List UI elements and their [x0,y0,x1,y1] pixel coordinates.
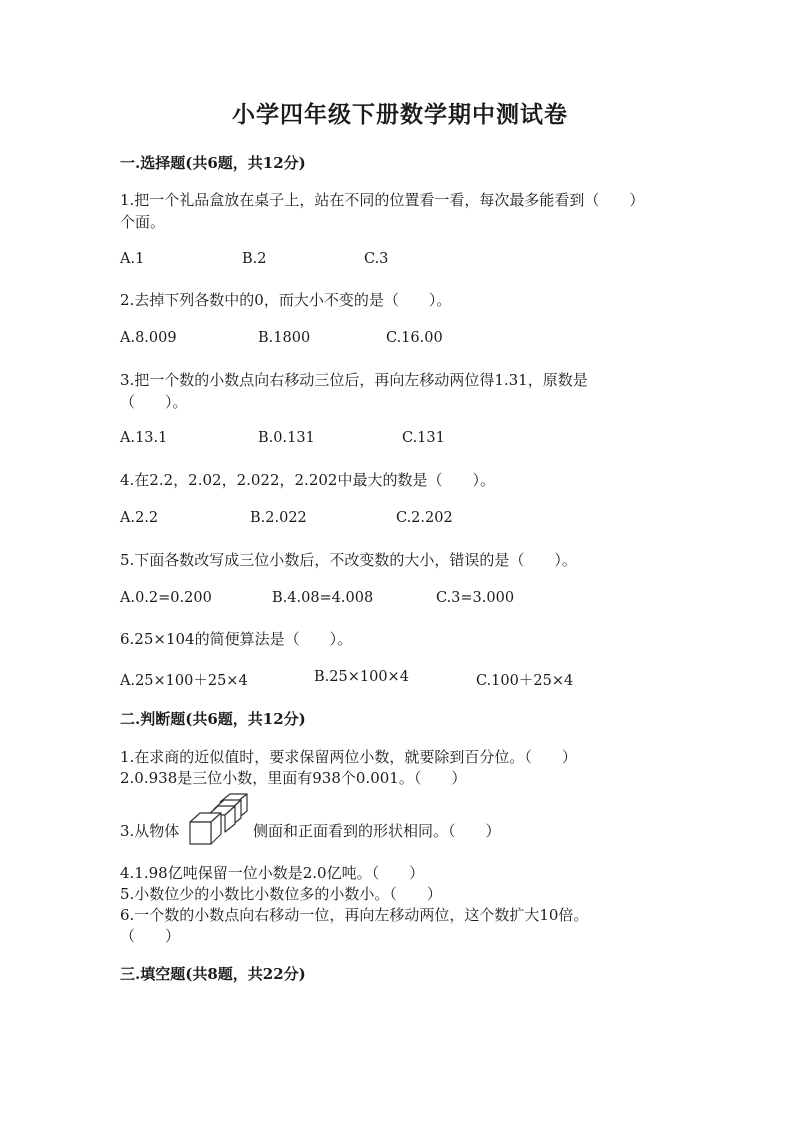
question-3-line-2: （ ）。 [120,393,188,411]
question-5-option-b: B.4.08=4.008 [272,590,374,606]
question-4-option-c: C.2.202 [396,510,453,526]
question-4-option-b: B.2.022 [250,510,307,526]
judgement-item-6: 6.一个数的小数点向右移动一位，再向左移动两位，这个数扩大10倍。 [120,906,589,924]
question-2-option-a: A.8.009 [120,330,177,346]
page-title: 小学四年级下册数学期中测试卷 [232,101,568,128]
question-2-line-1: 2.去掉下列各数中的0，而大小不变的是（ ）。 [120,291,452,309]
judgement-item-1: 1.在求商的近似值时，要求保留两位小数，就要除到百分位。（ ） [120,748,577,766]
judgement-item-5: 5.小数位少的小数比小数位多的小数小。（ ） [120,885,442,903]
question-6-option-b: B.25×100×4 [314,669,409,685]
question-6-option-c: C.100＋25×4 [476,673,574,689]
question-5-line-1: 5.下面各数改写成三位小数后，不改变数的大小，错误的是（ ）。 [120,551,577,569]
question-3-line-1: 3.把一个数的小数点向右移动三位后，再向左移动两位得1.31，原数是 [120,371,588,389]
judgement-item-3-before: 3.从物体 [120,822,180,840]
question-1-line-1: 1.把一个礼品盒放在桌子上，站在不同的位置看一看，每次最多能看到（ ） [120,191,645,209]
question-5-option-c: C.3=3.000 [436,590,515,606]
question-1-line-2: 个面。 [120,213,166,231]
question-2-option-c: C.16.00 [386,330,443,346]
question-2-option-b: B.1800 [258,330,311,346]
question-6-option-a: A.25×100＋25×4 [120,673,248,689]
question-3-option-c: C.131 [402,430,445,446]
question-3-option-b: B.0.131 [258,430,315,446]
question-3-option-a: A.13.1 [120,430,168,446]
section-heading-fill-blank: 三.填空题(共8题，共22分) [120,965,306,983]
judgement-item-4: 4.1.98亿吨保留一位小数是2.0亿吨。（ ） [120,864,425,882]
question-1-option-c: C.3 [364,251,389,267]
question-4-option-a: A.2.2 [120,510,159,526]
judgement-item-6-bracket: （ ） [120,927,181,945]
section-heading-choice: 一.选择题(共6题，共12分) [120,154,306,172]
judgement-item-3-after: 侧面和正面看到的形状相同。（ ） [253,822,501,840]
question-1-option-b: B.2 [242,251,267,267]
section-heading-judgement: 二.判断题(共6题，共12分) [120,710,306,728]
question-6-line-1: 6.25×104的简便算法是（ ）。 [120,630,353,648]
question-4-line-1: 4.在2.2，2.02，2.022，2.202中最大的数是（ ）。 [120,471,495,489]
judgement-item-2: 2.0.938是三位小数，里面有938个0.001。（ ） [120,769,467,787]
question-1-option-a: A.1 [120,251,145,267]
cube-stack-figure [186,792,252,858]
question-5-option-a: A.0.2=0.200 [120,590,212,606]
